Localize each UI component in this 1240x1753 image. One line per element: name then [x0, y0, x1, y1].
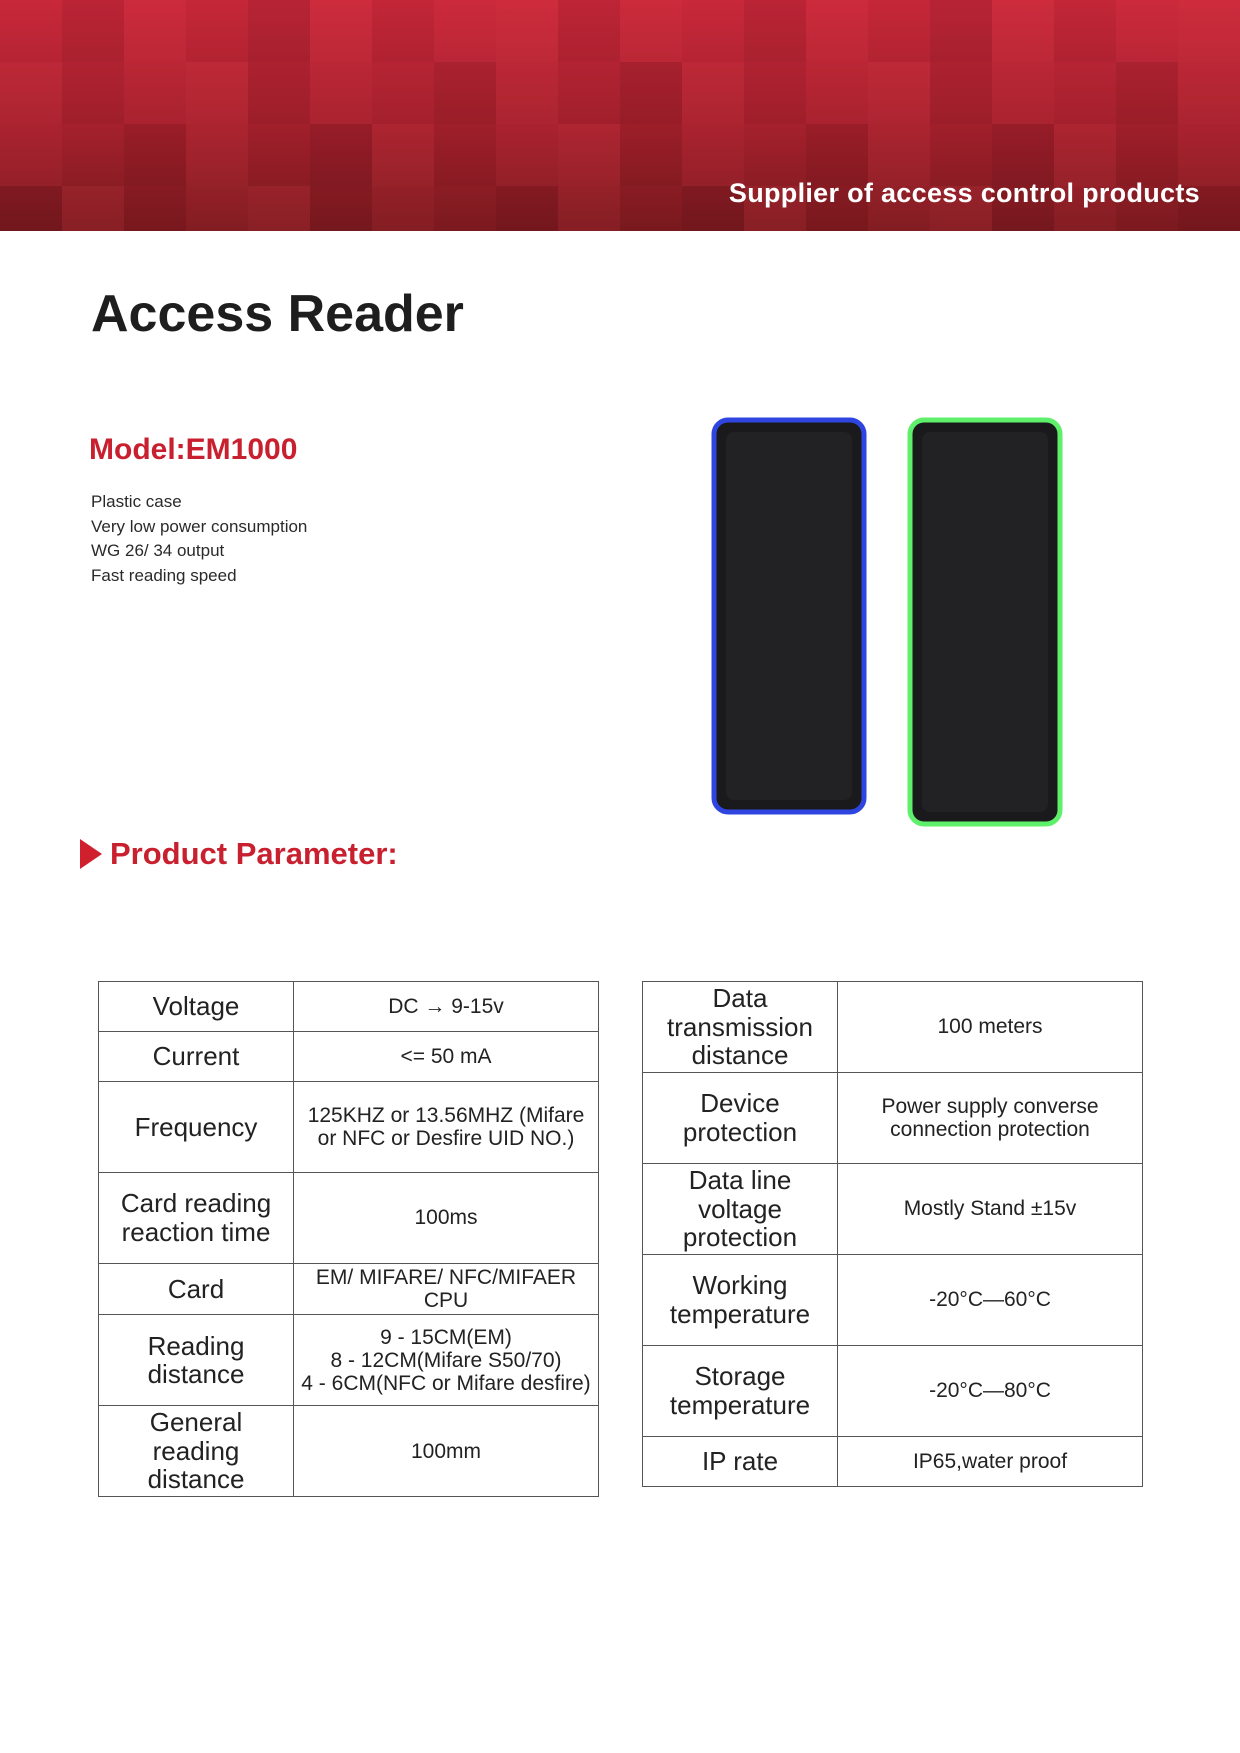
table-row	[99, 982, 599, 1032]
banner-tile	[744, 0, 806, 62]
triangle-bullet-icon	[80, 839, 102, 869]
banner-tile	[806, 124, 868, 186]
banner-tile	[682, 124, 744, 186]
param-label: Card	[99, 1264, 294, 1315]
banner-tile	[0, 62, 62, 124]
param-value: 9 - 15CM(EM) 8 - 12CM(Mifare S50/70) 4 - 6CM(NFC or Mifare desfire)	[294, 1315, 599, 1406]
banner-tile	[0, 186, 62, 231]
banner-tile	[868, 62, 930, 124]
banner-tile	[1054, 62, 1116, 124]
banner-tile	[310, 186, 372, 231]
banner-tile	[1054, 124, 1116, 186]
banner-tile	[930, 0, 992, 62]
banner-tile	[868, 0, 930, 62]
param-label: Reading distance	[99, 1315, 294, 1406]
banner-tile	[248, 0, 310, 62]
param-label: Storage temperature	[643, 1346, 838, 1437]
banner-tagline: Supplier of access control products	[728, 178, 1200, 208]
param-label: IP rate	[643, 1437, 838, 1487]
banner-tile	[992, 62, 1054, 124]
table-row	[643, 982, 1143, 1073]
banner-tile	[1178, 0, 1240, 62]
banner-tile	[372, 0, 434, 62]
banner-tile	[868, 124, 930, 186]
banner-tile	[434, 62, 496, 124]
table-row	[99, 1264, 599, 1315]
banner-tile	[310, 62, 372, 124]
table-row	[643, 1073, 1143, 1164]
section-title: Product Parameter:	[110, 836, 398, 871]
banner-tile	[186, 62, 248, 124]
banner-tile	[620, 124, 682, 186]
param-label: Device protection	[643, 1073, 838, 1164]
table-row	[99, 1315, 599, 1406]
banner-tile	[434, 186, 496, 231]
banner-tile	[186, 186, 248, 231]
banner-tile	[930, 62, 992, 124]
table-row	[643, 1346, 1143, 1437]
banner-tile	[1178, 124, 1240, 186]
banner-tile	[806, 62, 868, 124]
banner-tile	[124, 0, 186, 62]
banner-tile	[1116, 124, 1178, 186]
banner-tile	[496, 0, 558, 62]
banner-tile	[496, 62, 558, 124]
table-row	[99, 1082, 599, 1173]
banner-tile	[930, 124, 992, 186]
banner-tile	[372, 186, 434, 231]
parameter-table-right	[642, 981, 1143, 1487]
banner-tile	[434, 0, 496, 62]
banner-tile	[310, 0, 372, 62]
param-label: Working temperature	[643, 1255, 838, 1346]
banner-tile	[124, 62, 186, 124]
product-image	[700, 408, 1100, 840]
banner-tile	[62, 186, 124, 231]
table-row	[99, 1173, 599, 1264]
banner-tile	[124, 124, 186, 186]
reader-device-blue-icon	[714, 418, 864, 812]
table-row	[99, 1032, 599, 1082]
banner-tile	[372, 124, 434, 186]
table-row	[643, 1437, 1143, 1487]
banner-tile	[62, 0, 124, 62]
banner-tile	[806, 0, 868, 62]
banner-tile	[186, 0, 248, 62]
table-row	[643, 1255, 1143, 1346]
feature-item: Fast reading speed	[91, 565, 237, 585]
param-label: General reading distance	[99, 1406, 294, 1497]
banner-tile	[620, 0, 682, 62]
banner-tile	[682, 62, 744, 124]
feature-item: WG 26/ 34 output	[91, 541, 225, 560]
banner-tile	[62, 62, 124, 124]
banner-tile	[124, 186, 186, 231]
param-value: 100 meters	[838, 982, 1143, 1073]
param-label: Data transmission distance	[643, 982, 838, 1073]
param-value: 100ms	[294, 1173, 599, 1264]
section-header	[80, 836, 398, 872]
page-title: Access Reader	[91, 285, 464, 343]
banner-tile	[1054, 0, 1116, 62]
banner-tile	[434, 124, 496, 186]
reader-device-green-icon	[910, 420, 1060, 824]
banner-tile	[248, 62, 310, 124]
param-value: 100mm	[294, 1406, 599, 1497]
banner-tile	[248, 124, 310, 186]
banner-tile	[1178, 62, 1240, 124]
banner-tile	[0, 124, 62, 186]
banner-tile	[186, 124, 248, 186]
table-row	[99, 1406, 599, 1497]
banner-tile	[620, 186, 682, 231]
param-value: EM/ MIFARE/ NFC/MIFAER CPU	[294, 1264, 599, 1315]
banner-tile	[496, 186, 558, 231]
banner-tile	[372, 62, 434, 124]
banner-tile	[682, 0, 744, 62]
param-value: -20°C—80°C	[838, 1346, 1143, 1437]
banner-tile	[496, 124, 558, 186]
parameter-table-left	[98, 981, 599, 1497]
banner-tile	[992, 124, 1054, 186]
param-value: -20°C—60°C	[838, 1255, 1143, 1346]
param-value: Power supply converse connection protection	[838, 1073, 1143, 1164]
banner-tile	[1116, 62, 1178, 124]
param-label: Card reading reaction time	[99, 1173, 294, 1264]
param-value: <= 50 mA	[294, 1032, 599, 1082]
param-value: IP65,water proof	[838, 1437, 1143, 1487]
banner-tile	[0, 0, 62, 62]
banner-tile	[248, 186, 310, 231]
banner-tile	[744, 62, 806, 124]
banner-tile	[992, 0, 1054, 62]
feature-item: Plastic case	[91, 492, 182, 511]
banner-tile	[310, 124, 372, 186]
banner-tile	[62, 124, 124, 186]
param-label: Voltage	[99, 982, 294, 1032]
banner-tile	[558, 124, 620, 186]
banner-tile	[620, 62, 682, 124]
banner-tile	[1116, 0, 1178, 62]
banner-tile	[558, 186, 620, 231]
feature-list	[91, 490, 307, 588]
model-title: Model:EM1000	[89, 433, 298, 466]
banner-tile	[558, 0, 620, 62]
param-label: Frequency	[99, 1082, 294, 1173]
param-value: Mostly Stand ±15v	[838, 1164, 1143, 1255]
param-label: Data line voltage protection	[643, 1164, 838, 1255]
banner-tile	[558, 62, 620, 124]
param-value: DC → 9-15v	[294, 982, 599, 1032]
banner-tile	[744, 124, 806, 186]
param-value: 125KHZ or 13.56MHZ (Mifare or NFC or Desfire UID NO.)	[294, 1082, 599, 1173]
header-banner	[0, 0, 1240, 231]
param-label: Current	[99, 1032, 294, 1082]
feature-item: Very low power consumption	[91, 516, 308, 536]
table-row	[643, 1164, 1143, 1255]
